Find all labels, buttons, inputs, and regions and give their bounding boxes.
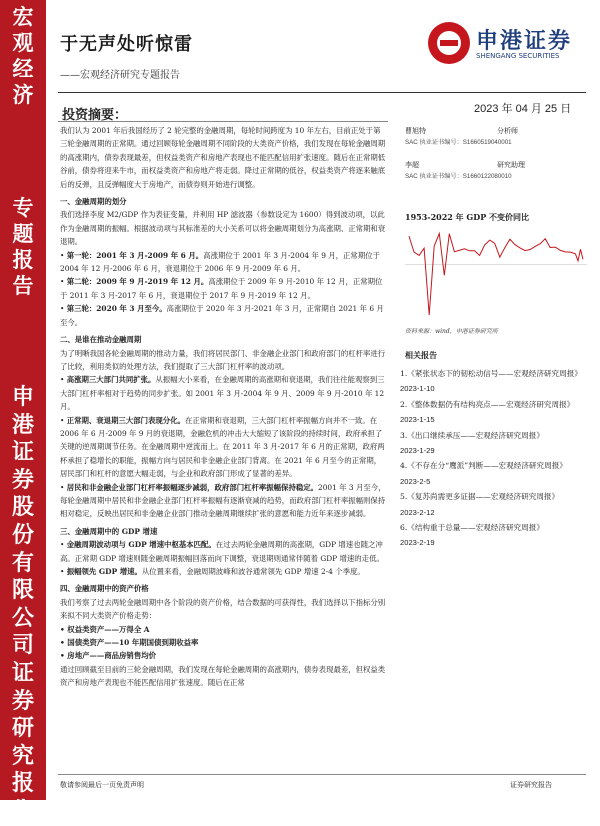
analyst-name: 曹旭特 [405,127,426,135]
sidebar-char: 研 [11,715,34,742]
analyst-row [405,160,585,171]
sidebar-char: 专 [12,195,34,220]
paragraph: 为了明晰我国各轮金融周期的推动力量，我们将居民部门、非金融企业部门和政府部门的杠杆率进行了比较，利用类似的处理方法，我们提取了三大部门杠杆率的波动项。 [60,348,386,371]
sidebar-char: 限 [11,577,34,604]
sidebar-char: 济 [12,82,34,107]
bullet-item: • 第一轮：2001 年 3 月-2009 年 6 月。高涨期位于 2001 年 3 月-2004 年 9 月，正常期位于 2004 年 12 月-2006 年 6 月，衰退期位于 2006 年 9 月-2009 年 6 月。 [60,249,386,276]
sidebar-char: 告 [12,273,34,298]
sidebar-char: 港 [11,411,34,438]
sidebar-char: 股 [11,494,34,521]
sidebar-char: 公 [11,604,34,631]
header-divider [58,92,586,93]
bullet-item: • 权益类资产——万得全 A [60,623,386,636]
logo-name-cn: 申港证券 [476,29,573,54]
bullet-item: • 第二轮：2009 年 9 月-2019 年 12 月。高涨期位于 2009 年 9 月-2010 年 12 月，正常期位于 2011 年 3 月-2017 年 6 月，衰退期位于 2017 年 9 月-2019 年 12 月。 [60,275,386,302]
section-title: 四、金融周期中的资产价格 [60,584,149,594]
company-logo [428,22,588,72]
related-reports-title: 相关报告 [405,350,437,360]
related-report-date: 2023-1-29 [400,446,435,456]
bullet-item: • 高涨期三大部门共同扩张。从振幅大小来看，在金融周期的高涨期和衰退期，我们往往能观察到三大部门杠杆率相对于趋势的同步扩张。如 2001 年 3 月-2004 年 9 月、2009 年 9 月-2010 年 12 月。 [60,373,386,413]
sidebar-char: 有 [11,549,34,576]
sidebar-char: 证 [11,439,34,466]
abstract-label: 投资摘要： [62,108,128,123]
analyst-role: 研究助理 [497,161,525,169]
related-report-item[interactable]: 6.《结构重于总量——宏观经济研究周报》 [400,523,544,533]
report-date: 2023 年 04 月 25 日 [474,103,572,115]
logo-name-en: SHENGANG SECURITIES [476,52,560,60]
disclaimer-note: 敬请参阅最后一页免责声明 [60,781,144,789]
bullet-item: • 金融周期波动项与 GDP 增速中枢基本匹配。在过去两轮金融周期的高涨期，GDP 增速也随之冲高。正常期 GDP 增速则随金融周期振幅回落而向下调整，衰退期则通常伴随着 GDP 增速的走低。 [60,538,386,565]
section-title: 二、是谁在推动金融周期 [60,335,142,345]
related-report-date: 2023-2-19 [400,538,435,548]
analyst-license: SAC 执业证书编号： S1660519040001 [405,139,512,146]
related-report-date: 2023-1-10 [400,384,435,394]
bullet-item: • 房地产——商品房销售均价 [60,649,386,662]
related-report-date: 2023-2-12 [400,507,435,517]
related-report-date: 2023-1-15 [400,415,435,425]
report-subtitle: ——宏观经济研究专题报告 [60,70,180,81]
bullet-item: • 居民和非金融企业部门杠杆率振幅逐步减弱，政府部门杠杆率振幅保持稳定。2001 年 3 月至今，每轮金融周期中居民和非金融企业部门杠杆率振幅有逐渐衰减的趋势，而政府部门杠杆率振幅则保持相对稳定，反映出居民和非金融企业部门推动金融周期继续扩张的意愿和能力近年来逐步减弱。 [60,481,386,521]
chart-title: 1953-2022 年 GDP 不变价同比 [405,212,529,222]
abstract-divider [58,121,388,122]
bullet-item: • 正常期、衰退期三大部门表现分化。在正常期和衰退期，三大部门杠杆率振幅方向并不一致。在 2006 年 6 月-2009 年 9 月的衰退期，金融危机的冲击大大缩短了该阶段的持续时间，政府承担了关键的逆周期调节任务。在金融周期中逆流而上。在 2011 年 3 月-2017 年 6 月的正常期，政府两杯承担了稳增长的职能，振幅方向与居民和非金融企业部门背离。在 2021 年 6 月至今的正常期，居民部门和杠杆的意愿大幅走弱，与企业和政府部门形成了显著的差异。 [60,414,386,481]
section-title: 一、金融周期的划分 [60,197,127,207]
related-report-item[interactable]: 5.《复苏尚需更多证据——宏观经济研究周报》 [400,492,560,502]
sidebar-char: 报 [12,247,34,272]
analyst-name: 李超 [405,161,419,169]
sidebar-char: 宏 [12,4,34,29]
sidebar-char: 经 [12,56,34,81]
footer-divider [58,774,586,775]
logo-mark-icon [428,22,470,64]
sidebar-category [0,4,46,108]
report-title: 于无声处听惊雷 [60,34,193,55]
related-report-item[interactable]: 3.《出口继续承压——宏观经济研究周报》 [400,430,544,440]
bullet-item: • 第三轮：2020 年 3 月至今。高涨期位于 2020 年 3 月-2021 年 3 月，正常期自 2021 年 6 月至今。 [60,302,386,329]
bullet-item: • 振幅领先 GDP 增速。从位置来看，金融周期波峰和波谷通常领先 GDP 增速 2-4 个季度。 [60,565,386,578]
analyst-row [405,126,585,137]
related-report-date: 2023-2-5 [400,476,431,486]
sidebar-char: 告 [11,797,34,824]
chart-source: 资料来源：wind，申港证券研究所 [405,328,498,335]
sidebar-char: 观 [12,30,34,55]
analyst-info [405,126,585,182]
related-report-item[interactable]: 1.《紧张状态下的韧松动信号——宏观经济研究周报》 [400,369,582,378]
sidebar-char: 证 [11,659,34,686]
sidebar-char: 究 [11,742,34,769]
sidebar-char: 券 [11,466,34,493]
related-reports-list [400,366,586,551]
summary-paragraph: 我们认为 2001 年后我国经历了 2 轮完整的金融周期，每轮时间跨度为 10 年左右，目前正处于第三轮金融周期的正常期。通过回顾每轮金融周期不同阶段的大类资产价格，我们发现在每轮金融周期的高涨期内，债券表现最差，但权益类资产和房地产表现也不能匹配信用扩张速度。随后在正常期低谷前，债券将迎来牛市，而权益类资产和房地产将走弱。降过正常期的低谷，权益类资产将逐来触底后的反弹，且反弹幅度大于房地产，而债券则开始进行调整。 [60,126,386,189]
sidebar-char: 报 [11,770,34,797]
report-type-footer: 证券研究报告 [510,781,552,789]
paragraph: 我们选择李度 M2/GDP 作为表征变量，并利用 HP 滤波器（参数设定为 1600）得到波动项，以此作为金融周期的振幅。根据波动项与其标准差的大小关系可以将金融周期划分为高涨期、正常期和衰退期。 [60,210,386,247]
main-body [60,124,386,690]
paragraph: 我们考察了过去两轮金融周期中各个阶段的资产价格，结合数据的可获得性，我们选择以下指标分别来拟不同大类资产价格走势： [60,597,386,621]
sidebar-char: 券 [11,687,34,714]
analyst-role: 分析师 [497,127,518,135]
sidebar-char: 题 [12,221,34,246]
related-report-item[interactable]: 2.《整体数据仍有结构亮点——宏观经济研究周报》 [400,399,575,409]
bullet-item: • 国债类资产——10 年期国债到期收益率 [60,636,386,649]
gdp-chart [405,224,587,324]
gdp-series-line [409,234,583,316]
sidebar-char: 份 [11,521,34,548]
sidebar-report-type [0,195,46,299]
paragraph: 通过回顾截至目前的三轮金融周期，我们发现在每轮金融周期的高涨期内，债券表现最差，但权益类资产和房地产表现也不能匹配信用扩张速度。随后在正常 [60,664,386,688]
sidebar [0,0,46,824]
analyst-license: SAC 执业证书编号： S1660122080010 [405,173,512,180]
section-title: 三、金融周期中的 GDP 增速 [60,526,158,536]
related-report-item[interactable]: 4.《不存在分“鹰派”判断——宏观经济研究周报》 [400,461,567,471]
sidebar-char: 申 [11,384,34,410]
sidebar-char: 司 [11,632,34,659]
sidebar-company [0,384,46,826]
